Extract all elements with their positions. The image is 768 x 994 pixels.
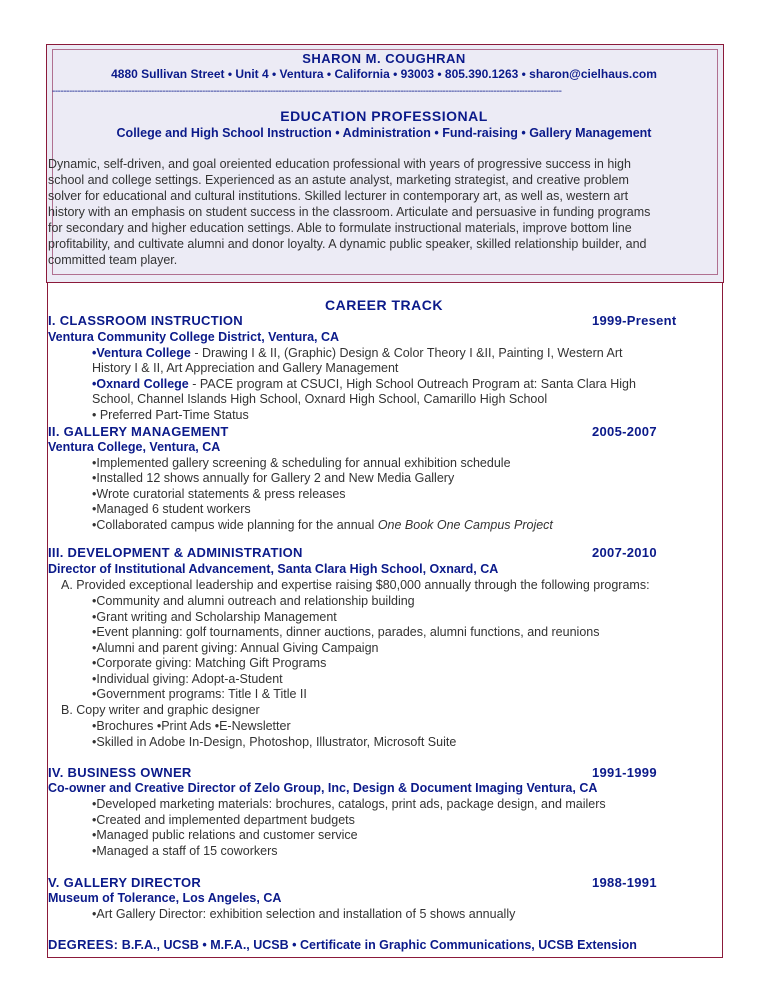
list-item: School, Channel Islands High School, Oxnard High School, Camarillo High School xyxy=(92,392,548,406)
list-item: •Art Gallery Director: exhibition selection and installation of 5 shows annually xyxy=(92,907,516,921)
section-heading: V. GALLERY DIRECTOR xyxy=(48,875,202,890)
section-organization: Museum of Tolerance, Los Angeles, CA xyxy=(48,891,282,905)
list-item: •Event planning: golf tournaments, dinner auctions, parades, alumni functions, and reunions xyxy=(92,625,600,639)
summary-line: profitability, and cultivate alumni and donor loyalty. A dynamic public speaker, skilled relationship builder, and xyxy=(48,237,647,251)
section-dates: 2007-2010 xyxy=(592,545,657,560)
list-item xyxy=(92,377,636,391)
list-item: •Government programs: Title I & Title II xyxy=(92,687,307,701)
section-organization: Director of Institutional Advancement, Santa Clara High School, Oxnard, CA xyxy=(48,562,499,576)
list-item: •Wrote curatorial statements & press releases xyxy=(92,487,346,501)
list-item: •Managed 6 student workers xyxy=(92,502,251,516)
list-item: B. Copy writer and graphic designer xyxy=(61,703,260,717)
section-dates: 2005-2007 xyxy=(592,424,657,439)
list-item: •Individual giving: Adopt-a-Student xyxy=(92,672,283,686)
list-item: History I & II, Art Appreciation and Gallery Management xyxy=(92,361,399,375)
profession-title: EDUCATION PROFESSIONAL xyxy=(280,108,488,124)
list-item: •Managed a staff of 15 coworkers xyxy=(92,844,278,858)
project-name: One Book One Campus Project xyxy=(377,518,553,532)
career-track-heading: CAREER TRACK xyxy=(325,297,443,313)
degrees-line xyxy=(48,937,637,952)
section-heading: II. GALLERY MANAGEMENT xyxy=(48,424,229,439)
summary-paragraph xyxy=(48,156,716,268)
summary-line: solver for educational and cultural institutions. Skilled lecturer in contemporary art, as well as, western art xyxy=(48,189,629,203)
list-item: •Community and alumni outreach and relationship building xyxy=(92,594,415,608)
item-text: •Collaborated campus wide planning for the annual xyxy=(92,518,378,532)
list-item: •Brochures •Print Ads •E-Newsletter xyxy=(92,719,291,733)
list-item: •Implemented gallery screening & scheduling for annual exhibition schedule xyxy=(92,456,511,470)
section-organization: Ventura Community College District, Ventura, CA xyxy=(48,330,340,344)
applicant-name: SHARON M. COUGHRAN xyxy=(302,51,466,66)
campus-courses: - Drawing I & II, (Graphic) Design & Color Theory I &II, Painting I, Western Art xyxy=(190,346,623,360)
summary-line: for secondary and higher education settings. Able to formulate instructional materials, improve bottom line xyxy=(48,221,632,235)
list-item: •Installed 12 shows annually for Gallery 2 and New Media Gallery xyxy=(92,471,455,485)
summary-line: school and college settings. Experienced as an astute analyst, marketing strategist, and creative problem xyxy=(48,173,629,187)
campus-label: •Oxnard College xyxy=(92,377,189,391)
list-item: •Skilled in Adobe In-Design, Photoshop, Illustrator, Microsoft Suite xyxy=(92,735,457,749)
section-heading: IV. BUSINESS OWNER xyxy=(48,765,192,780)
section-organization: Co-owner and Creative Director of Zelo Group, Inc, Design & Document Imaging Ventura, CA xyxy=(48,781,598,795)
list-item: •Created and implemented department budgets xyxy=(92,813,355,827)
campus-label: •Ventura College xyxy=(92,346,191,360)
list-item: •Developed marketing materials: brochures, catalogs, print ads, package design, and mailers xyxy=(92,797,606,811)
list-item: •Managed public relations and customer service xyxy=(92,828,358,842)
list-item: •Grant writing and Scholarship Management xyxy=(92,610,337,624)
list-item: •Alumni and parent giving: Annual Giving Campaign xyxy=(92,641,379,655)
summary-line: history with an emphasis on student success in the classroom. Articulate and persuasive in funding programs xyxy=(48,205,651,219)
list-item xyxy=(92,346,623,360)
list-item: • Preferred Part-Time Status xyxy=(92,408,249,422)
summary-line: committed team player. xyxy=(48,253,178,267)
section-organization: Ventura College, Ventura, CA xyxy=(48,440,221,454)
campus-courses: - PACE program at CSUCI, High School Outreach Program at: Santa Clara High xyxy=(188,377,636,391)
focus-areas: College and High School Instruction • Administration • Fund-raising • Gallery Management xyxy=(116,126,652,140)
section-dates: 1991-1999 xyxy=(592,765,657,780)
section-heading: III. DEVELOPMENT & ADMINISTRATION xyxy=(48,545,303,560)
list-item: A. Provided exceptional leadership and expertise raising $80,000 annually through the following programs: xyxy=(61,578,650,592)
degrees-label: DEGREES: xyxy=(48,937,119,952)
list-item xyxy=(92,518,553,532)
list-item: •Corporate giving: Matching Gift Programs xyxy=(92,656,327,670)
section-dates: 1999-Present xyxy=(592,313,677,328)
section-heading: I. CLASSROOM INSTRUCTION xyxy=(48,313,243,328)
contact-line: 4880 Sullivan Street • Unit 4 • Ventura • California • 93003 • 805.390.1263 • sharon@cielhaus.com xyxy=(111,67,657,81)
section-dates: 1988-1991 xyxy=(592,875,657,890)
summary-line: Dynamic, self-driven, and goal oreiented education professional with years of progressive success in high xyxy=(48,157,631,171)
header-divider: ------------------------------------------------------------------------------------------------------------------------------------------------------------------------------------ xyxy=(52,86,562,97)
degrees-text: B.F.A., UCSB • M.F.A., UCSB • Certificate in Graphic Communications, UCSB Extension xyxy=(118,938,637,952)
